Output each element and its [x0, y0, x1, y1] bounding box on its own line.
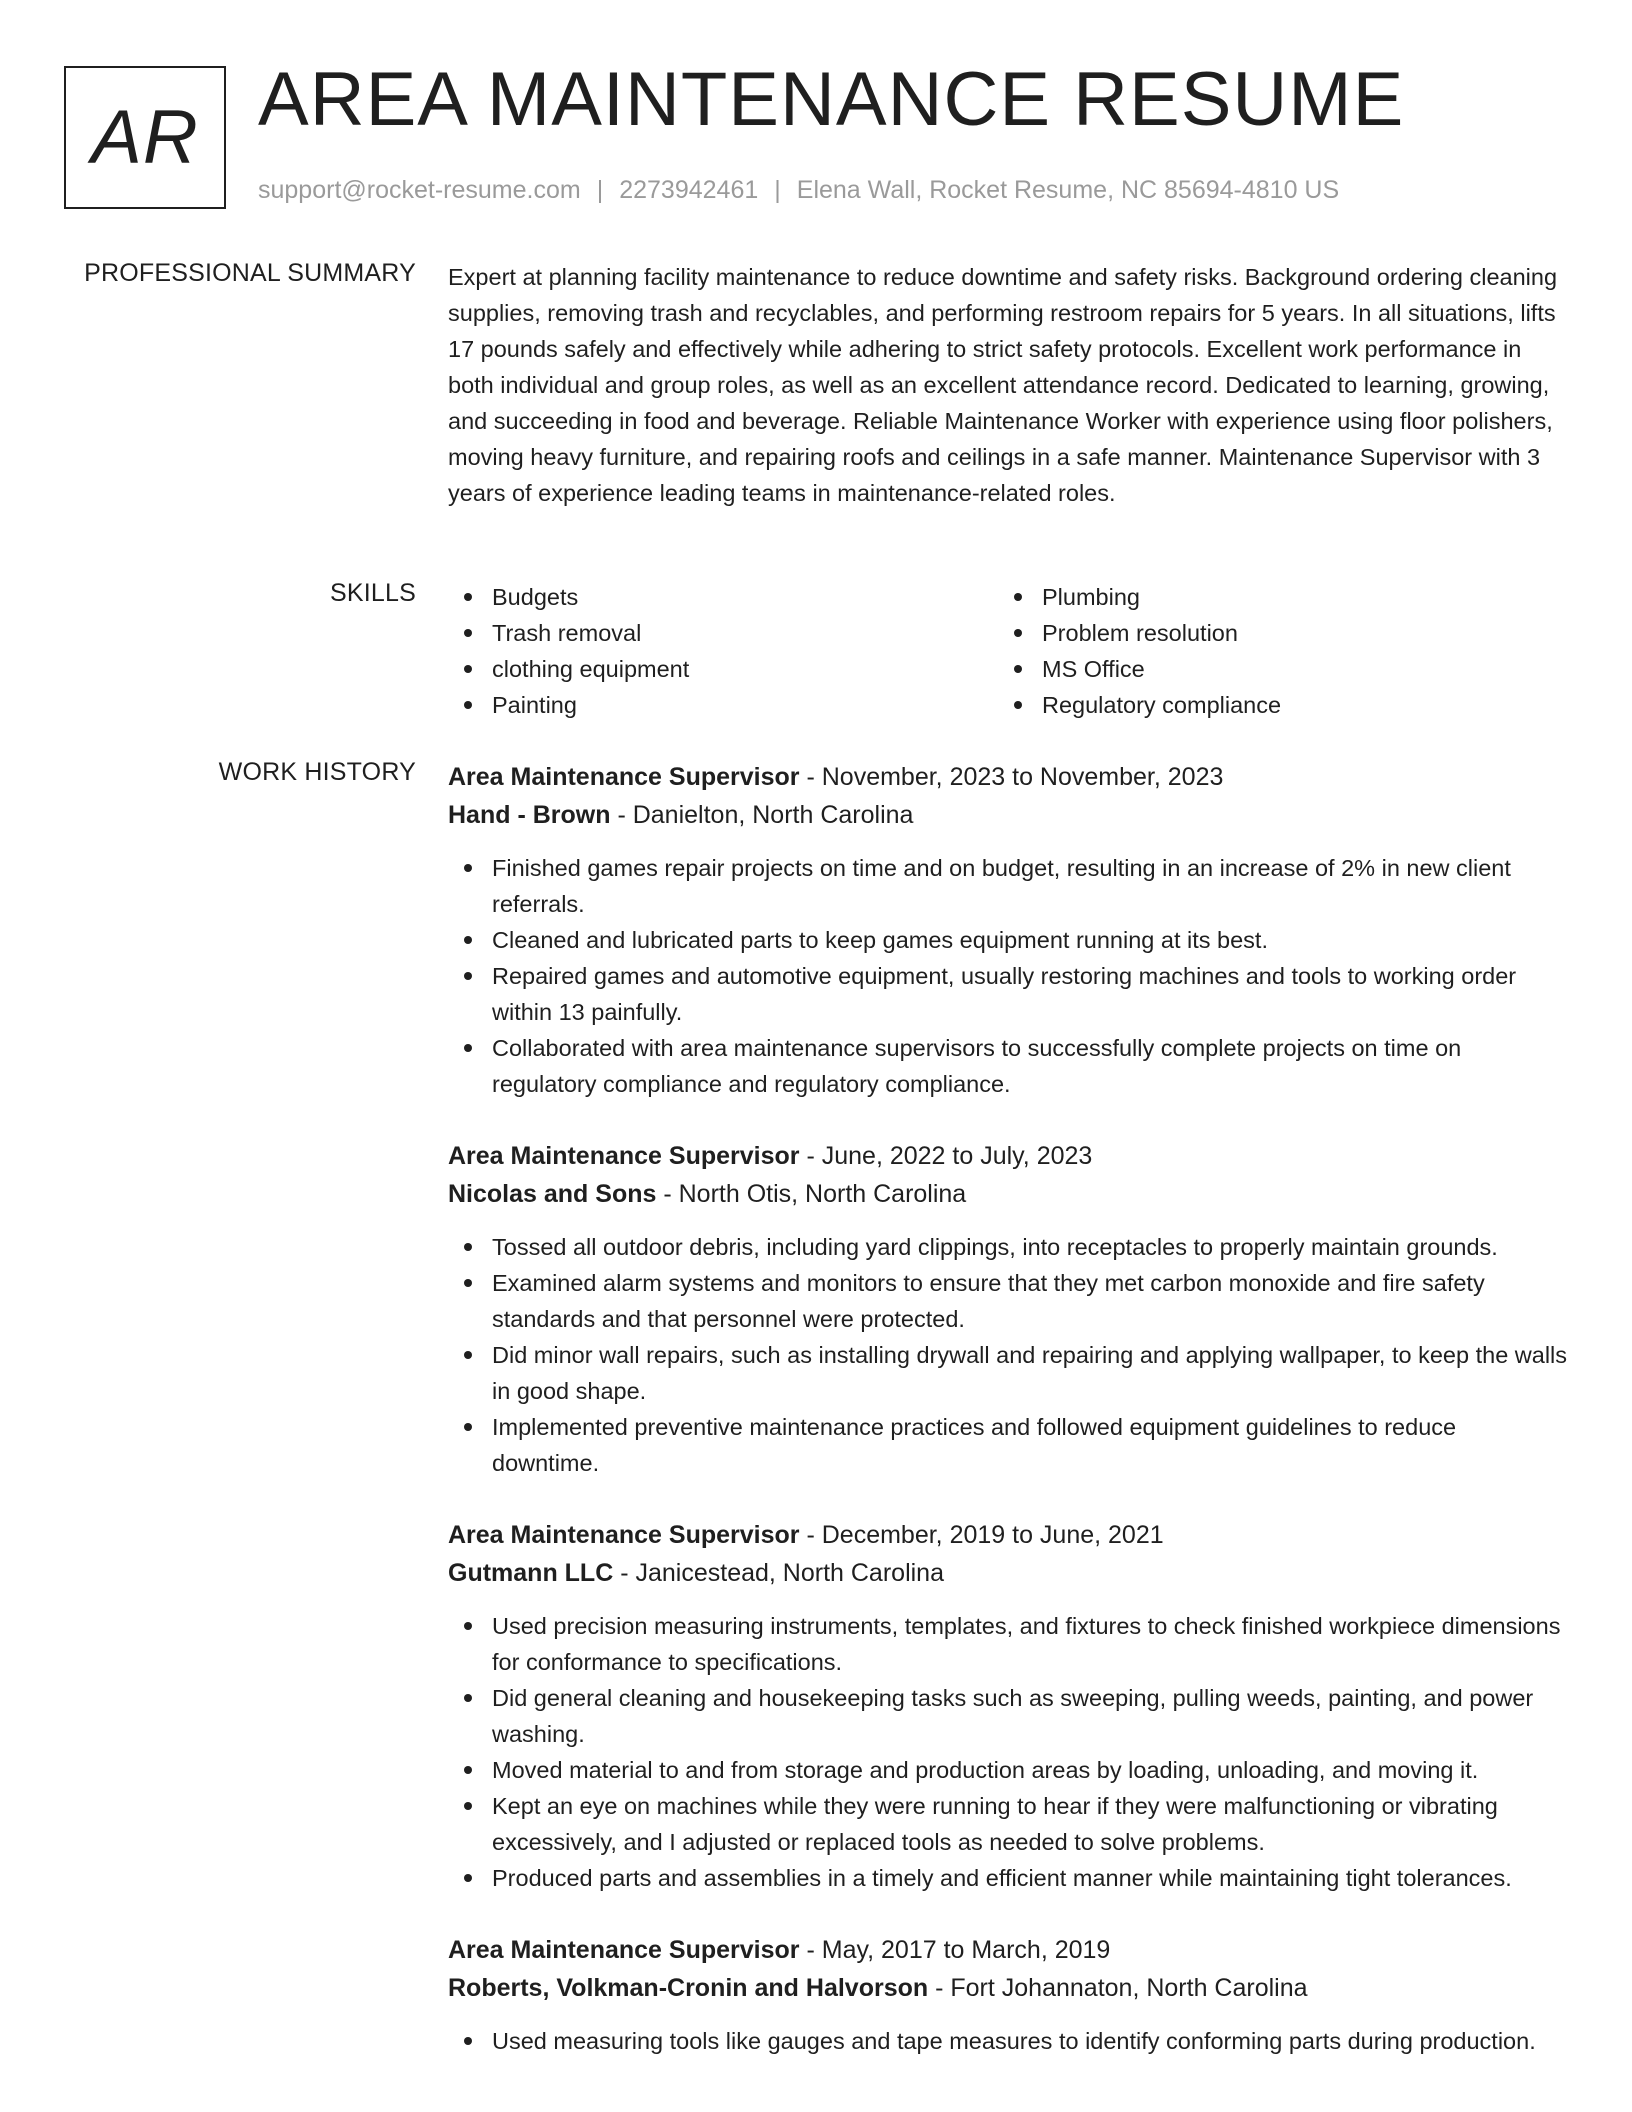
job-company: Nicolas and Sons	[448, 1180, 657, 1208]
job-title: Area Maintenance Supervisor	[448, 1521, 800, 1549]
contact-line	[258, 176, 1339, 205]
skills-list-left	[448, 579, 998, 723]
work-history-label: WORK HISTORY	[218, 758, 416, 786]
contact-address: Elena Wall, Rocket Resume, NC 85694-4810 US	[796, 176, 1340, 204]
summary-text: Expert at planning facility maintenance to reduce downtime and safety risks. Background ordering cleaning supplies, removing trash and recyclables, and performing restroom repairs for 5 years. In all situations, lifts 17 pounds safely and effectively while adhering to strict safety protocols. Excellent work performance in both individual and group roles, as well as an excellent attendance record. Dedicated to learning, growing, and succeeding in food and beverage. Reliable Maintenance Worker with experience using floor polishers, moving heavy furniture, and repairing roofs and ceilings in a safe manner. Maintenance Supervisor with 3 years of experience leading teams in maintenance-related roles.	[448, 264, 1558, 506]
job-bullet: Tossed all outdoor debris, including yard clippings, into receptacles to properly maintain grounds.	[448, 1229, 1568, 1265]
job-company-line	[448, 1554, 1568, 1592]
job-company-line	[448, 1969, 1568, 2007]
job-bullet: Produced parts and assemblies in a timely and efficient manner while maintaining tight tolerances.	[448, 1860, 1568, 1896]
job-title-line	[448, 1516, 1568, 1554]
job-location: - Fort Johannaton, North Carolina	[935, 1974, 1308, 2002]
job-dates: - December, 2019 to June, 2021	[806, 1521, 1164, 1549]
job-bullet: Used precision measuring instruments, templates, and fixtures to check finished workpiece dimensions for conformance to specifications.	[448, 1608, 1568, 1680]
contact-phone[interactable]: 2273942461	[619, 176, 759, 204]
job-location: - Danielton, North Carolina	[617, 801, 914, 829]
job-title: Area Maintenance Supervisor	[448, 1936, 800, 1964]
job-company-line	[448, 796, 1568, 834]
job-bullet-list	[448, 1608, 1568, 1896]
skill-item: Regulatory compliance	[998, 687, 1548, 723]
skill-item: Problem resolution	[998, 615, 1548, 651]
job-entry	[448, 1516, 1568, 1896]
job-bullet-list	[448, 1229, 1568, 1481]
job-bullet: Implemented preventive maintenance practices and followed equipment guidelines to reduce downtime.	[448, 1409, 1568, 1481]
skills-list-right	[998, 579, 1548, 723]
job-company: Roberts, Volkman-Cronin and Halvorson	[448, 1974, 929, 2002]
skill-item: clothing equipment	[448, 651, 998, 687]
contact-email[interactable]: support@rocket-resume.com	[258, 176, 581, 204]
skill-item: MS Office	[998, 651, 1548, 687]
job-bullet: Repaired games and automotive equipment, usually restoring machines and tools to working order within 13 painfully.	[448, 958, 1568, 1030]
job-title-line	[448, 1931, 1568, 1969]
job-bullet: Did general cleaning and housekeeping tasks such as sweeping, pulling weeds, painting, and power washing.	[448, 1680, 1568, 1752]
job-company-line	[448, 1175, 1568, 1213]
job-location: - Janicestead, North Carolina	[620, 1559, 944, 1587]
skill-item: Painting	[448, 687, 998, 723]
job-entry	[448, 758, 1568, 1102]
skill-item: Plumbing	[998, 579, 1548, 615]
skill-item: Budgets	[448, 579, 998, 615]
summary-label: PROFESSIONAL SUMMARY	[84, 259, 416, 287]
job-company: Hand - Brown	[448, 801, 611, 829]
skills-body	[448, 579, 1568, 723]
job-dates: - June, 2022 to July, 2023	[806, 1142, 1093, 1170]
job-title: Area Maintenance Supervisor	[448, 763, 800, 791]
job-title-line	[448, 1137, 1568, 1175]
job-bullet: Kept an eye on machines while they were running to hear if they were malfunctioning or vibrating excessively, and I adjusted or replaced tools as needed to solve problems.	[448, 1788, 1568, 1860]
job-bullet: Finished games repair projects on time and on budget, resulting in an increase of 2% in new client referrals.	[448, 850, 1568, 922]
job-entry	[448, 1931, 1568, 2059]
monogram-box	[64, 66, 226, 209]
work-history-body	[448, 758, 1568, 2094]
skill-item: Trash removal	[448, 615, 998, 651]
job-bullet-list	[448, 2023, 1568, 2059]
job-entry	[448, 1137, 1568, 1481]
contact-separator: |	[596, 176, 604, 204]
job-title: Area Maintenance Supervisor	[448, 1142, 800, 1170]
skills-label: SKILLS	[330, 579, 416, 607]
job-bullet: Moved material to and from storage and production areas by loading, unloading, and moving it.	[448, 1752, 1568, 1788]
job-bullet-list	[448, 850, 1568, 1102]
job-bullet: Examined alarm systems and monitors to ensure that they met carbon monoxide and fire safety standards and that personnel were protected.	[448, 1265, 1568, 1337]
job-bullet: Collaborated with area maintenance supervisors to successfully complete projects on time on regulatory compliance and regulatory compliance.	[448, 1030, 1568, 1102]
job-dates: - May, 2017 to March, 2019	[806, 1936, 1111, 1964]
job-location: - North Otis, North Carolina	[663, 1180, 967, 1208]
monogram-initials: AR	[91, 95, 199, 180]
job-bullet: Used measuring tools like gauges and tape measures to identify conforming parts during production.	[448, 2023, 1568, 2059]
contact-separator: |	[774, 176, 781, 204]
job-bullet: Cleaned and lubricated parts to keep games equipment running at its best.	[448, 922, 1568, 958]
job-dates: - November, 2023 to November, 2023	[806, 763, 1224, 791]
job-company: Gutmann LLC	[448, 1559, 614, 1587]
job-bullet: Did minor wall repairs, such as installing drywall and repairing and applying wallpaper, to keep the walls in good shape.	[448, 1337, 1568, 1409]
job-title-line	[448, 758, 1568, 796]
resume-title: AREA MAINTENANCE RESUME	[258, 57, 1405, 142]
